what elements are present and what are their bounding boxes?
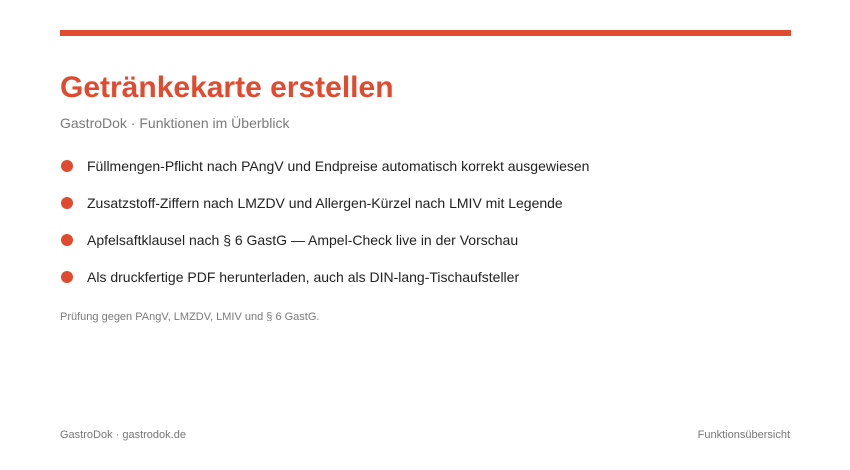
feature-text: Als druckfertige PDF herunterladen, auch als DIN-lang-Tischaufsteller: [87, 269, 520, 285]
footer-brand: GastroDok · gastrodok.de: [60, 429, 186, 441]
bullet-dot-icon: [61, 271, 73, 283]
feature-item: [60, 192, 589, 229]
feature-text: Apfelsaftklausel nach § 6 GastG — Ampel-Check live in der Vorschau: [87, 232, 519, 248]
feature-text: Zusatzstoff-Ziffern nach LMZDV und Allergen-Kürzel nach LMIV mit Legende: [87, 195, 563, 211]
bullet-dot-icon: [61, 197, 73, 209]
page-subtitle: GastroDok · Funktionen im Überblick: [60, 115, 290, 131]
feature-text: Füllmengen-Pflicht nach PAngV und Endpreise automatisch korrekt ausgewiesen: [87, 158, 590, 174]
bullet-dot-icon: [61, 234, 73, 246]
top-accent-rule: [60, 30, 791, 36]
page-title: Getränkekarte erstellen: [60, 71, 394, 104]
footer-section-label: Funktionsübersicht: [697, 429, 790, 441]
feature-list: [60, 155, 589, 303]
feature-item: [60, 229, 589, 266]
bullet-dot-icon: [61, 160, 73, 172]
feature-item: [60, 266, 589, 303]
compliance-note: Prüfung gegen PAngV, LMZDV, LMIV und § 6 GastG.: [60, 311, 320, 323]
feature-item: [60, 155, 589, 192]
